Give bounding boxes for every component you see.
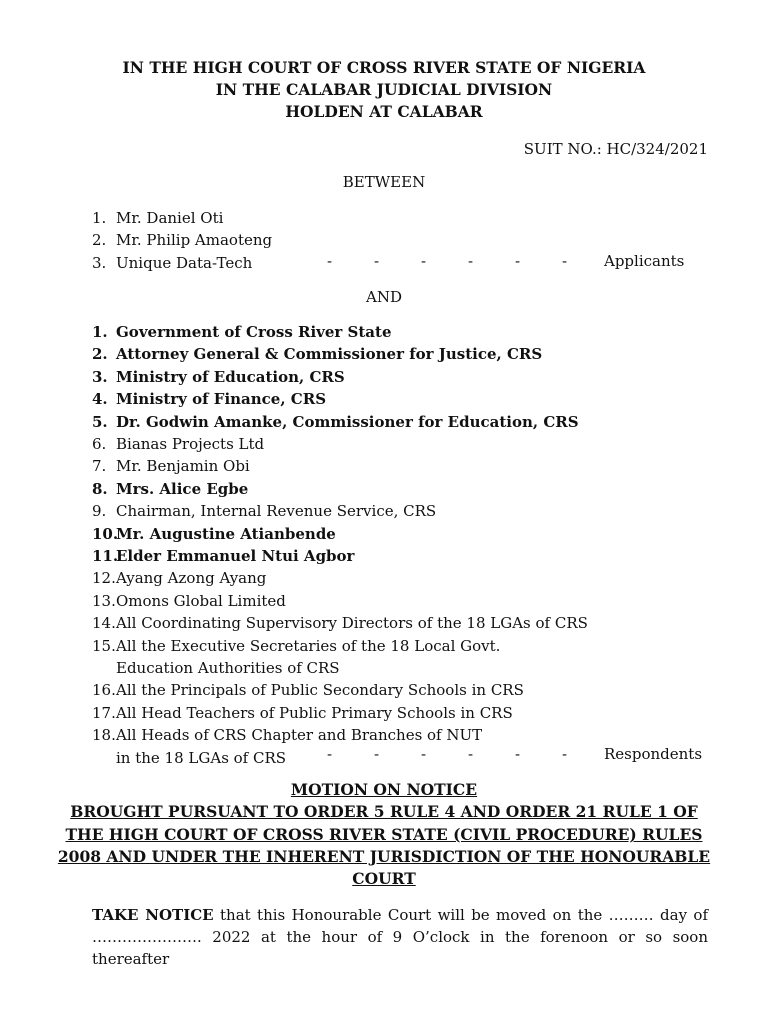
respondent-item: [92, 523, 336, 545]
respondent-item-number: 14.: [92, 614, 116, 633]
applicant-item-number: 3.: [92, 253, 107, 272]
dash: -: [327, 745, 333, 763]
respondent-item-number: 9.: [92, 502, 107, 521]
respondent-item: [92, 702, 513, 724]
dash: -: [374, 745, 380, 763]
applicant-item-name: Mr. Philip Amaoteng: [116, 231, 273, 250]
respondent-item-name: All Coordinating Supervisory Directors of the 18 LGAs of CRS: [116, 614, 588, 633]
respondent-item-number: 6.: [92, 435, 107, 453]
respondent-item: [92, 724, 482, 746]
respondent-item: [92, 455, 250, 477]
respondent-item-name: Chairman, Internal Revenue Service, CRS: [116, 502, 437, 521]
respondent-item-number: 18.: [92, 726, 116, 745]
respondent-item: [92, 478, 248, 500]
dash: -: [515, 252, 521, 270]
respondent-item-number: 1.: [92, 323, 108, 341]
motion-subtitle-line-1: BROUGHT PURSUANT TO ORDER 5 RULE 4 AND ORDER 21 RULE 1 OF: [70, 802, 698, 821]
respondents-dashes: [327, 745, 609, 763]
dash: -: [374, 252, 380, 270]
respondent-item-name: Ayang Azong Ayang: [116, 569, 267, 588]
respondent-item-name: Government of Cross River State: [116, 323, 392, 341]
respondent-item-number: 2.: [92, 345, 108, 364]
applicants-label: Applicants: [604, 252, 685, 270]
respondent-item-name: All the Principals of Public Secondary Schools in CRS: [116, 681, 524, 700]
respondent-item-name: Dr. Godwin Amanke, Commissioner for Education, CRS: [116, 412, 579, 431]
respondent-item-number: 8.: [92, 479, 108, 498]
respondent-item-number: 15.: [92, 636, 116, 655]
and-heading: AND: [366, 288, 402, 306]
applicant-item-name: Mr. Daniel Oti: [116, 209, 224, 227]
respondent-item-name: All Head Teachers of Public Primary Schools in CRS: [116, 703, 513, 722]
respondent-item-name: All the Executive Secretaries of the 18 Local Govt.: [116, 636, 501, 655]
respondent-item: [92, 411, 579, 433]
respondent-item-number: 12.: [92, 569, 116, 588]
dash: -: [468, 252, 474, 270]
respondent-item-name: All Heads of CRS Chapter and Branches of NUT: [116, 726, 483, 745]
applicant-item-number: 2.: [92, 231, 107, 250]
motion-subtitle-line-2: THE HIGH COURT OF CROSS RIVER STATE (CIVIL PROCEDURE) RULES: [65, 825, 703, 844]
dash: -: [515, 745, 521, 763]
respondent-item-continuation: Education Authorities of CRS: [116, 659, 340, 677]
respondent-item-name: Mr. Benjamin Obi: [116, 457, 250, 476]
respondent-item-name: Elder Emmanuel Ntui Agbor: [116, 547, 355, 565]
respondent-item-continuation: in the 18 LGAs of CRS: [116, 748, 287, 767]
applicant-item: [92, 252, 252, 274]
respondent-item-number: 7.: [92, 457, 107, 476]
respondent-item-name: Bianas Projects Ltd: [116, 435, 265, 453]
motion-title: MOTION ON NOTICE: [290, 780, 478, 799]
respondent-item-name: Ministry of Education, CRS: [116, 367, 345, 386]
respondent-item-name: Attorney General & Commissioner for Justice, CRS: [116, 345, 543, 364]
respondent-item: [92, 567, 266, 589]
respondents-label: Respondents: [604, 745, 703, 763]
applicant-item-number: 1.: [92, 209, 107, 227]
respondent-item-number: 17.: [92, 703, 116, 722]
respondent-item: [92, 343, 542, 365]
court-title-line-2: IN THE CALABAR JUDICIAL DIVISION: [215, 80, 553, 99]
respondent-item-number: 13.: [92, 591, 116, 610]
respondent-item-name: Mr. Augustine Atianbende: [116, 524, 336, 543]
respondent-item: [92, 366, 345, 388]
dash: -: [327, 252, 333, 270]
respondent-item: [92, 433, 264, 455]
respondent-item: [92, 612, 588, 634]
respondent-item-number: 5.: [92, 412, 108, 431]
take-notice-lead: TAKE NOTICE: [92, 906, 214, 924]
dash: -: [421, 745, 427, 763]
respondent-item: [92, 388, 326, 410]
applicant-item: [92, 207, 223, 229]
respondent-item: [92, 321, 392, 343]
take-notice-text: that this Honourable Court will be moved on the ……… day of …………………. 2022 at the hour of 9 O’clock in the forenoon or so soon thereafter: [92, 906, 709, 968]
respondent-item-number: 3.: [92, 367, 108, 386]
suit-number: SUIT NO.: HC/324/2021: [523, 140, 708, 158]
respondent-item: [92, 679, 524, 701]
respondent-item: [92, 635, 500, 657]
respondent-item-name: Ministry of Finance, CRS: [116, 390, 327, 409]
applicants-dashes: [327, 252, 609, 270]
applicant-item-name: Unique Data-Tech: [116, 253, 253, 272]
respondent-item-name: Mrs. Alice Egbe: [116, 479, 249, 498]
motion-subtitle-line-4: COURT: [352, 869, 416, 888]
court-title-line-1: IN THE HIGH COURT OF CROSS RIVER STATE OF NIGERIA: [122, 58, 646, 77]
respondent-item: [92, 500, 436, 522]
dash: -: [468, 745, 474, 763]
respondent-item-name: Omons Global Limited: [116, 591, 286, 610]
applicant-item: [92, 229, 272, 251]
dash: -: [562, 252, 568, 270]
motion-subtitle-line-3: 2008 AND UNDER THE INHERENT JURISDICTION OF THE HONOURABLE: [57, 847, 711, 866]
dash: -: [562, 745, 568, 763]
dash: -: [421, 252, 427, 270]
respondent-item-number: 4.: [92, 390, 108, 409]
court-title-line-3: HOLDEN AT CALABAR: [285, 102, 483, 121]
between-heading: BETWEEN: [342, 173, 426, 191]
respondent-item-number: 16.: [92, 681, 116, 700]
respondent-item-number: 11.: [92, 547, 119, 565]
take-notice-paragraph: [92, 904, 708, 970]
respondent-item-number: 10.: [92, 524, 119, 543]
respondent-item: [92, 545, 354, 567]
respondent-item: [92, 590, 286, 612]
